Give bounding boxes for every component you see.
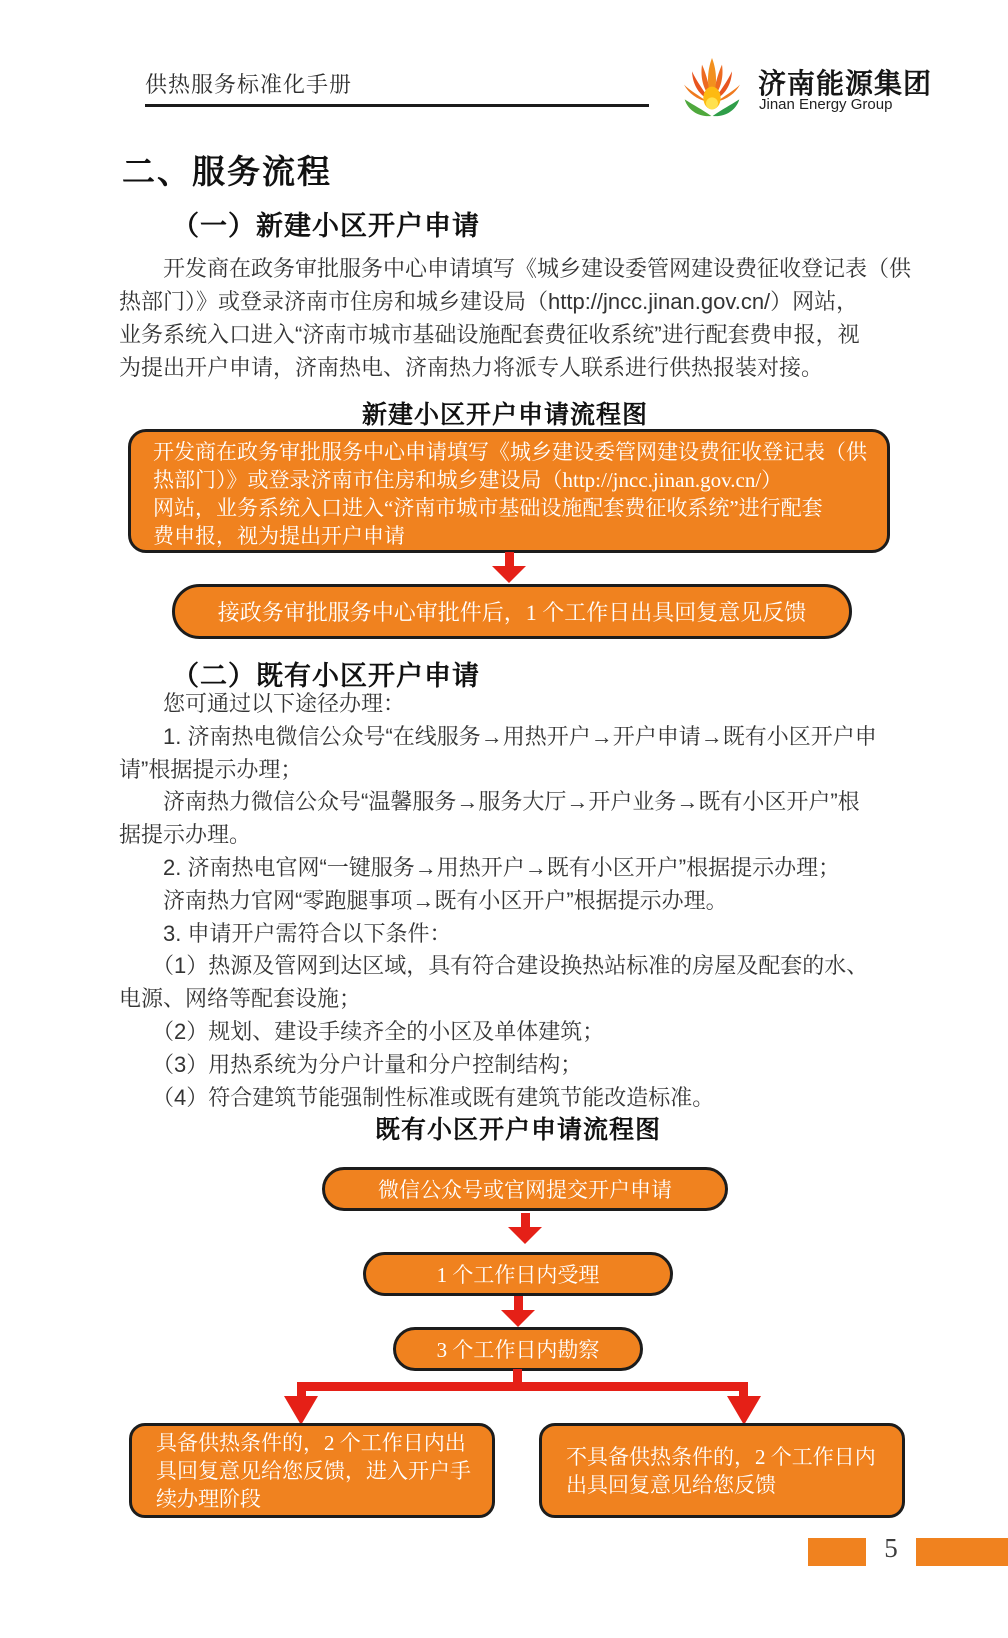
flow2-node-submit: 微信公众号或官网提交开户申请 bbox=[322, 1167, 728, 1211]
flow2-title: 既有小区开户申请流程图 bbox=[374, 1116, 661, 1144]
text-line: 出具回复意见给您反馈 bbox=[566, 1472, 776, 1497]
text-line: 请”根据提示办理； bbox=[119, 756, 303, 782]
text-line: 3. 申请开户需符合以下条件： bbox=[119, 920, 452, 946]
text-line: （1）热源及管网到达区域，具有符合建设换热站标准的房屋及配套的水、 bbox=[119, 953, 869, 979]
flow2-result-eligible-box bbox=[129, 1423, 495, 1518]
flow1-step2-box: 接政务审批服务中心审批件后，1 个工作日出具回复意见反馈 bbox=[172, 584, 852, 639]
company-logo bbox=[678, 56, 933, 118]
text-line: 您可通过以下途径办理： bbox=[119, 691, 406, 716]
flow1-title: 新建小区开户申请流程图 bbox=[361, 401, 648, 429]
flow2-arrow2-down-icon bbox=[501, 1296, 535, 1327]
text-line: 具备供热条件的，2 个工作日内出 bbox=[156, 1430, 466, 1455]
lotus-flame-logo-icon bbox=[678, 58, 746, 118]
header-divider bbox=[145, 104, 649, 107]
text-line: 网站，业务系统入口进入“济南市城市基础设施配套费征收系统”进行配套 bbox=[153, 496, 823, 520]
page-title: 二、服务流程 bbox=[122, 153, 332, 190]
text-line: （3）用热系统为分户计量和分户控制结构； bbox=[119, 1051, 583, 1077]
footer-accent-bar-right bbox=[916, 1538, 1008, 1566]
text-line: （4）符合建筑节能强制性标准或既有建筑节能改造标准。 bbox=[119, 1084, 715, 1110]
text-line: 为提出开户申请，济南热电、济南热力将派专人联系进行供热报装对接。 bbox=[119, 355, 824, 380]
text-line: 费申报，视为提出开户申请 bbox=[153, 524, 405, 548]
company-name-cn: 济南能源集团 bbox=[758, 68, 933, 99]
section2-heading: （二）既有小区开户申请 bbox=[172, 661, 480, 691]
text-line: 据提示办理。 bbox=[119, 822, 252, 848]
text-line: 开发商在政务审批服务中心申请填写《城乡建设委管网建设费征收登记表（供 bbox=[153, 440, 867, 464]
flow2-branch-arrows-icon bbox=[280, 1369, 761, 1427]
flow1-step1-box bbox=[128, 429, 890, 553]
text-line: 开发商在政务审批服务中心申请填写《城乡建设委管网建设费征收登记表（供 bbox=[119, 256, 912, 281]
flow1-arrow-down-icon bbox=[492, 552, 526, 583]
footer-accent-bar-left bbox=[808, 1538, 866, 1566]
text-line: 1. 济南热电微信公众号“在线服务→用热开户→开户申请→既有小区开户申 bbox=[119, 723, 877, 749]
text-line: 电源、网络等配套设施； bbox=[119, 986, 362, 1012]
text-line: 热部门）》或登录济南市住房和城乡建设局（http://jncc.jinan.gov.cn/）网站， bbox=[119, 289, 859, 314]
flow2-node-survey: 3 个工作日内勘察 bbox=[393, 1327, 643, 1371]
text-line: （2）规划、建设手续齐全的小区及单体建筑； bbox=[119, 1018, 605, 1044]
text-line: 2. 济南热电官网“一键服务→用热开户→既有小区开户”根据提示办理； bbox=[119, 854, 841, 880]
text-line: 济南热力官网“零跑腿事项→既有小区开户”根据提示办理。 bbox=[119, 887, 728, 913]
text-line: 济南热力微信公众号“温馨服务→服务大厅→开户业务→既有小区开户”根 bbox=[119, 789, 860, 815]
text-line: 业务系统入口进入“济南市城市基础设施配套费征收系统”进行配套费申报，视 bbox=[119, 322, 860, 347]
text-line: 续办理阶段 bbox=[156, 1486, 261, 1511]
section1-paragraph bbox=[119, 252, 912, 384]
text-line: 具回复意见给您反馈，进入开户手 bbox=[156, 1458, 471, 1483]
text-line: 热部门）》或登录济南市住房和城乡建设局（http://jncc.jinan.gov.cn/） bbox=[153, 468, 783, 492]
text-line: 不具备供热条件的，2 个工作日内 bbox=[566, 1444, 876, 1469]
company-name-en: Jinan Energy Group bbox=[759, 96, 893, 113]
section2-body bbox=[119, 688, 894, 1114]
document-header-title: 供热服务标准化手册 bbox=[145, 72, 353, 97]
flow2-node-accept: 1 个工作日内受理 bbox=[363, 1252, 673, 1296]
page-number: 5 bbox=[884, 1533, 898, 1563]
section1-heading: （一）新建小区开户申请 bbox=[172, 211, 480, 241]
flow2-result-not-eligible-box bbox=[539, 1423, 905, 1518]
flow2-arrow1-down-icon bbox=[508, 1213, 542, 1244]
